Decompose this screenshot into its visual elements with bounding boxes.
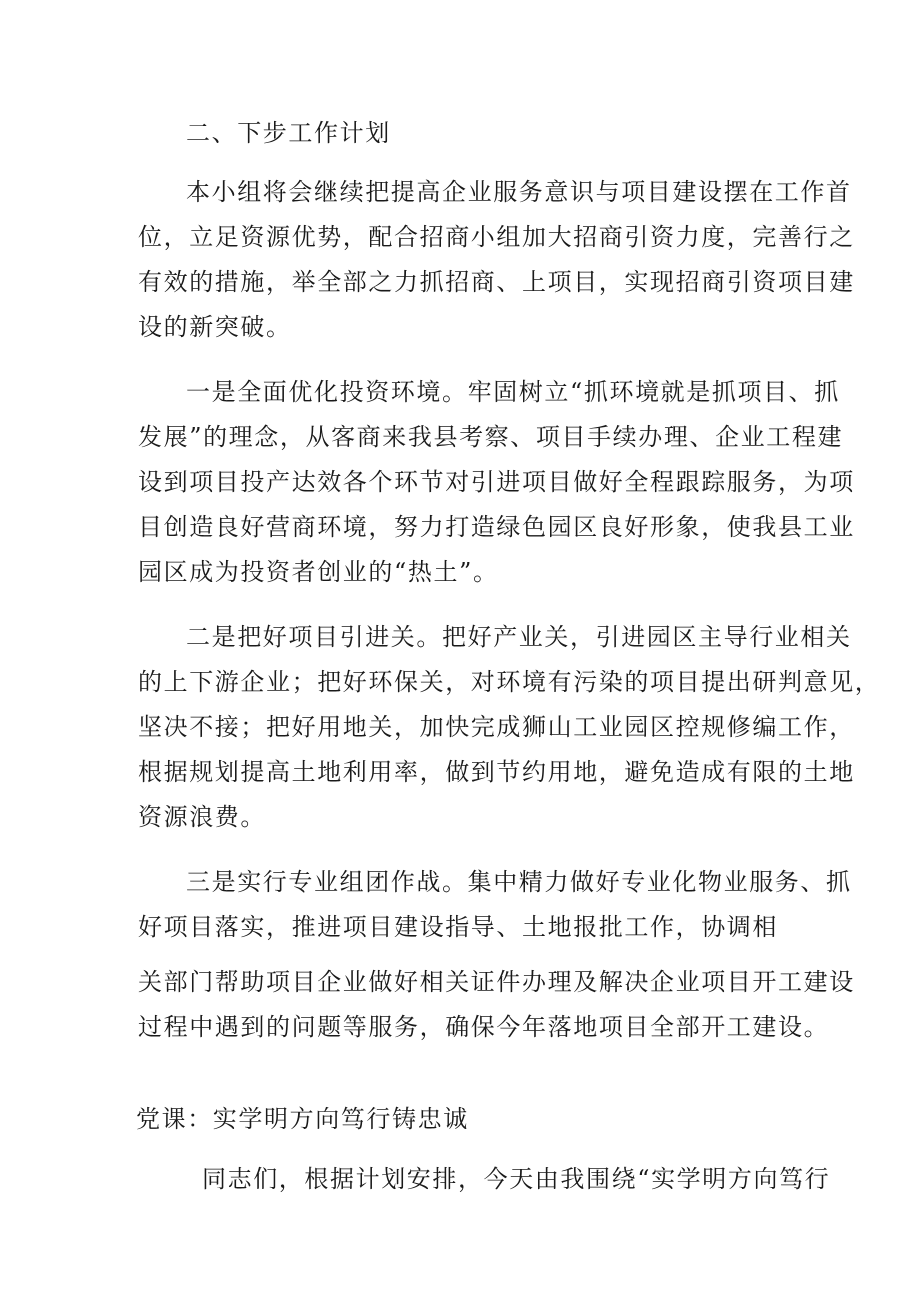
paragraph-1-line-1: 本小组将会继续把提高企业服务意识与项目建设摆在工作首 [186,178,852,206]
paragraph-2-line-4: 目创造良好营商环境，努力打造绿色园区良好形象，使我县工业 [138,513,855,541]
paragraph-3-line-2: 的上下游企业；把好环保关，对环境有污染的项目提出研判意见， [138,668,881,696]
paragraph-4-line-3: 关部门帮助项目企业做好相关证件办理及解决企业项目开工建设 [138,968,855,996]
paragraph-2-line-5: 园区成为投资者创业的“热土”。 [138,558,499,586]
paragraph-2-line-1: 一是全面优化投资环境。牢固树立“抓环境就是抓项目、抓 [186,378,840,406]
lecture-opening-line: 同志们，根据计划安排，今天由我围绕“实学明方向笃行 [202,1165,831,1193]
paragraph-3-line-5: 资源浪费。 [138,803,266,831]
paragraph-4-line-2: 好项目落实，推进项目建设指导、土地报批工作，协调相 [138,913,778,941]
paragraph-3-line-3: 坚决不接；把好用地关，加快完成狮山工业园区控规修编工作， [138,713,855,741]
paragraph-2-line-2: 发展”的理念，从客商来我县考察、项目手续办理、企业工程建 [138,423,844,451]
paragraph-3-line-4: 根据规划提高土地利用率，做到节约用地，避免造成有限的土地 [138,758,855,786]
paragraph-1-line-4: 设的新突破。 [138,313,292,341]
section-heading: 二、下步工作计划 [186,119,391,147]
paragraph-1-line-2: 位，立足资源优势，配合招商小组加大招商引资力度，完善行之 [138,223,855,251]
paragraph-4-line-1: 三是实行专业组团作战。集中精力做好专业化物业服务、抓 [186,868,852,896]
lecture-title: 党课：实学明方向笃行铸忠诚 [136,1105,469,1133]
paragraph-1-line-3: 有效的措施，举全部之力抓招商、上项目，实现招商引资项目建 [138,268,855,296]
paragraph-3-line-1: 二是把好项目引进关。把好产业关，引进园区主导行业相关 [186,623,852,651]
paragraph-4-line-4: 过程中遇到的问题等服务，确保今年落地项目全部开工建设。 [138,1013,830,1041]
paragraph-2-line-3: 设到项目投产达效各个环节对引进项目做好全程跟踪服务，为项 [138,468,855,496]
